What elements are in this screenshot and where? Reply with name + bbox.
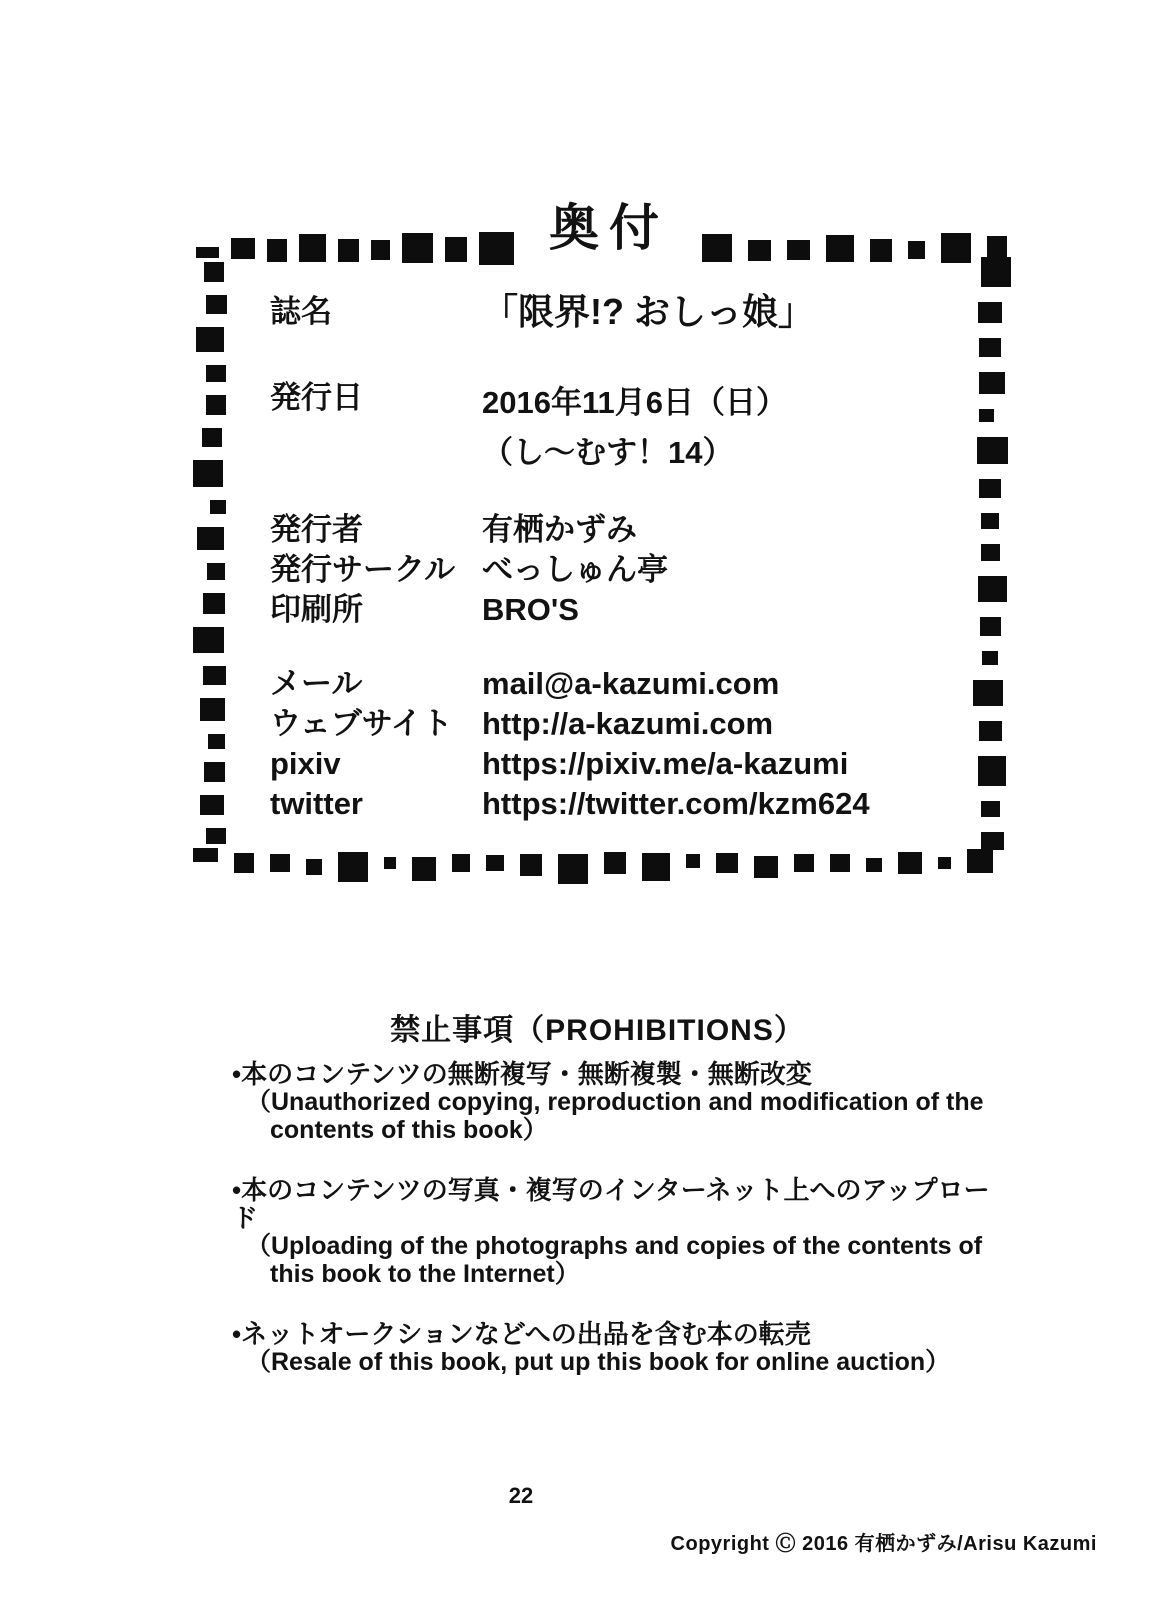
border-square <box>686 854 700 868</box>
border-square <box>967 849 993 873</box>
border-square <box>193 627 224 653</box>
prohibition-en: （Uploading of the photographs and copies of the contents of <box>246 1232 983 1260</box>
border-square <box>234 853 254 873</box>
border-square <box>371 240 390 260</box>
border-square <box>979 338 1001 357</box>
field-value <box>482 378 910 478</box>
border-square <box>200 795 224 815</box>
border-square <box>982 651 998 665</box>
border-square <box>973 680 1003 706</box>
border-square <box>826 235 854 262</box>
prohibition-item <box>232 1320 992 1376</box>
publish-date-line2: （し～むす！14） <box>482 435 734 470</box>
border-square <box>204 762 225 782</box>
border-square <box>338 852 368 882</box>
field-value: 有栖かずみ <box>482 512 637 547</box>
field-row-website <box>270 704 910 744</box>
border-square <box>716 853 738 873</box>
border-square <box>267 239 287 262</box>
border-square <box>870 239 892 262</box>
border-square <box>898 852 922 874</box>
border-square <box>270 854 290 872</box>
border-square <box>206 365 226 382</box>
border-square <box>452 854 470 872</box>
border-square <box>445 237 467 262</box>
border-square <box>866 858 882 872</box>
prohibition-en: contents of this book） <box>270 1116 548 1144</box>
border-square <box>193 848 218 862</box>
border-square <box>979 479 1001 498</box>
field-label: 誌名 <box>270 294 332 329</box>
border-square <box>202 428 222 447</box>
border-squares-top-left <box>196 228 514 268</box>
border-square <box>941 233 971 263</box>
border-square <box>979 409 994 422</box>
field-label: メール <box>270 666 363 701</box>
border-square <box>830 854 850 872</box>
border-square <box>196 327 224 352</box>
border-square <box>206 295 227 314</box>
border-square <box>204 262 224 282</box>
field-row-printer <box>270 590 910 630</box>
border-square <box>908 241 925 259</box>
border-square <box>412 857 436 881</box>
border-square <box>748 240 771 261</box>
field-row-title <box>270 292 910 332</box>
colophon-fields <box>270 292 910 824</box>
prohibition-jp: •本のコンテンツの写真・複写のインターネット上へのアップロード <box>232 1175 990 1233</box>
border-square <box>384 857 396 869</box>
prohibition-jp: •本のコンテンツの無断複写・無断複製・無断改変 <box>232 1059 812 1089</box>
border-square <box>981 544 1000 561</box>
field-value-email: mail@a-kazumi.com <box>482 666 780 701</box>
field-value: 「限界!? おしっ娘」 <box>482 291 814 332</box>
border-square <box>203 666 226 685</box>
field-row-mail <box>270 664 910 704</box>
field-label: 印刷所 <box>270 592 363 627</box>
page-number: 22 <box>508 1483 534 1508</box>
border-square <box>402 233 433 263</box>
border-square <box>981 513 999 529</box>
border-square <box>978 756 1006 786</box>
border-square <box>978 576 1007 602</box>
border-square <box>794 854 814 872</box>
field-row-pixiv <box>270 744 910 784</box>
field-row-publish-date <box>270 378 910 478</box>
border-square <box>702 234 732 262</box>
field-value-url: http://a-kazumi.com <box>482 706 774 741</box>
border-squares-bottom <box>193 840 1018 885</box>
border-square <box>208 734 225 749</box>
field-value: べっしゅん亭 <box>482 552 668 587</box>
border-square <box>981 801 1000 817</box>
border-square <box>306 859 322 875</box>
border-square <box>981 257 1011 287</box>
border-squares-right <box>970 257 1010 850</box>
prohibitions-heading: 禁止事項（PROHIBITIONS） <box>390 1014 805 1047</box>
border-square <box>207 563 225 580</box>
prohibition-jp: •ネットオークションなどへの出品を含む本の転売 <box>232 1319 811 1349</box>
field-value: BRO'S <box>482 592 579 627</box>
border-square <box>197 527 224 550</box>
field-value-url: https://twitter.com/kzm624 <box>482 786 870 821</box>
border-square <box>977 437 1008 464</box>
border-square <box>206 395 226 415</box>
field-row-publisher <box>270 510 910 550</box>
border-square <box>231 238 255 259</box>
colophon-title: 奥付 <box>549 200 669 256</box>
border-square <box>980 617 1001 636</box>
border-square <box>520 854 542 876</box>
border-square <box>642 853 670 881</box>
border-square <box>479 232 514 265</box>
prohibition-en: this book to the Internet） <box>270 1260 580 1288</box>
field-value-url: https://pixiv.me/a-kazumi <box>482 746 849 781</box>
border-square <box>558 854 588 884</box>
border-square <box>210 500 226 514</box>
field-label: pixiv <box>270 746 341 781</box>
border-square <box>754 856 778 878</box>
border-square <box>979 372 1005 394</box>
border-square <box>979 721 1002 741</box>
border-square <box>486 855 504 871</box>
field-label: ウェブサイト <box>270 706 453 741</box>
border-squares-top-right <box>702 228 1007 268</box>
field-label: twitter <box>270 786 363 821</box>
field-row-twitter <box>270 784 910 824</box>
border-square <box>604 852 626 874</box>
border-square <box>299 234 326 262</box>
field-label: 発行者 <box>270 512 363 547</box>
prohibition-item <box>232 1060 992 1144</box>
border-square <box>338 239 359 262</box>
publish-date-line1: 2016年11月6日（日） <box>482 385 787 420</box>
border-square <box>200 698 225 721</box>
field-label: 発行サークル <box>270 552 456 587</box>
border-square <box>787 240 810 260</box>
border-square <box>193 460 223 487</box>
prohibition-en: （Resale of this book, put up this book for online auction） <box>246 1348 951 1376</box>
border-squares-left <box>194 262 234 844</box>
border-square <box>196 247 219 258</box>
prohibition-item <box>232 1176 992 1288</box>
prohibition-en: （Unauthorized copying, reproduction and modification of the <box>246 1088 984 1116</box>
prohibitions-list <box>232 1060 992 1408</box>
border-square <box>203 593 225 614</box>
border-square <box>978 302 1002 323</box>
copyright-line: Copyright Ⓒ 2016 有栖かずみ/Arisu Kazumi <box>670 1533 1097 1555</box>
field-label: 発行日 <box>270 380 363 415</box>
field-row-circle <box>270 550 910 590</box>
border-square <box>938 857 951 869</box>
